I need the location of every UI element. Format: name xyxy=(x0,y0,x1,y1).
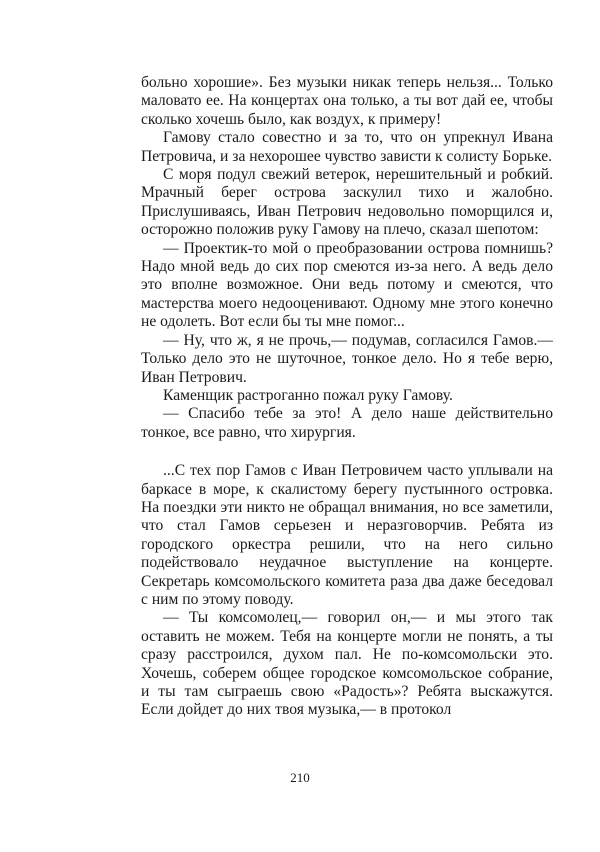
paragraph: — Ты комсомолец,— говорил он,— и мы этого так оставить не можем. Тебя на концерте могли не понять, а ты сразу расстроился, духом пал. Не по-комсомольски это. Хочешь, соберем общее городское комсомольское собрание, и ты там сыграешь свою «Радость»? Ребята выскажутся. Если дойдет до них твоя музыка,— в протокол xyxy=(141,609,553,719)
section-break xyxy=(141,442,553,462)
paragraph: Гамову стало совестно и за то, что он упрекнул Ивана Петровича, и за нехорошее чувство зависти к солисту Борьке. xyxy=(141,129,553,165)
page-number: 210 xyxy=(290,770,310,785)
paragraph: — Ну, что ж, я не прочь,— подумав, согласился Гамов.— Только дело это не шуточное, тонкое дело. Но я тебе верю, Иван Петрович. xyxy=(141,331,553,386)
paragraph: ...С тех пор Гамов с Иван Петровичем часто уплывали на баркасе в море, к скалистому берегу пустынного островка. На поездки эти никто не обращал внимания, но все заметили, что стал Гамов серьезен и неразговорчив. Ребята из городского оркестра решили, что на него сильно подействовало неудачное выступление на концерте. Секретарь комсомольского комитета раза два даже беседовал с ним по этому поводу. xyxy=(141,462,553,608)
page-text xyxy=(141,74,553,720)
paragraph: С моря подул свежий ветерок, нерешительный и робкий. Мрачный берег острова заскулил тихо и жалобно. Прислушиваясь, Иван Петрович недовольно поморщился и, осторожно положив руку Гамову на плечо, сказал шепотом: xyxy=(141,166,553,239)
paragraph: — Спасибо тебе за это! А дело наше действительно тонкое, все равно, что хирургия. xyxy=(141,405,553,441)
paragraph: Каменщик растроганно пожал руку Гамову. xyxy=(163,386,453,404)
paragraph: больно хорошие». Без музыки никак теперь нельзя... Только маловато ее. На концертах она только, а ты вот дай ее, чтобы сколько хочешь было, как воздух, к примеру! xyxy=(141,74,553,128)
paragraph: — Проектик-то мой о преобразовании острова помнишь? Надо мной ведь до сих пор смеются из-за него. А ведь дело это вполне возможное. Они ведь потому и смеются, что мастерства моего недооценивают. Одному мне этого конечно не одолеть. Вот если бы ты мне помог... xyxy=(141,239,553,331)
